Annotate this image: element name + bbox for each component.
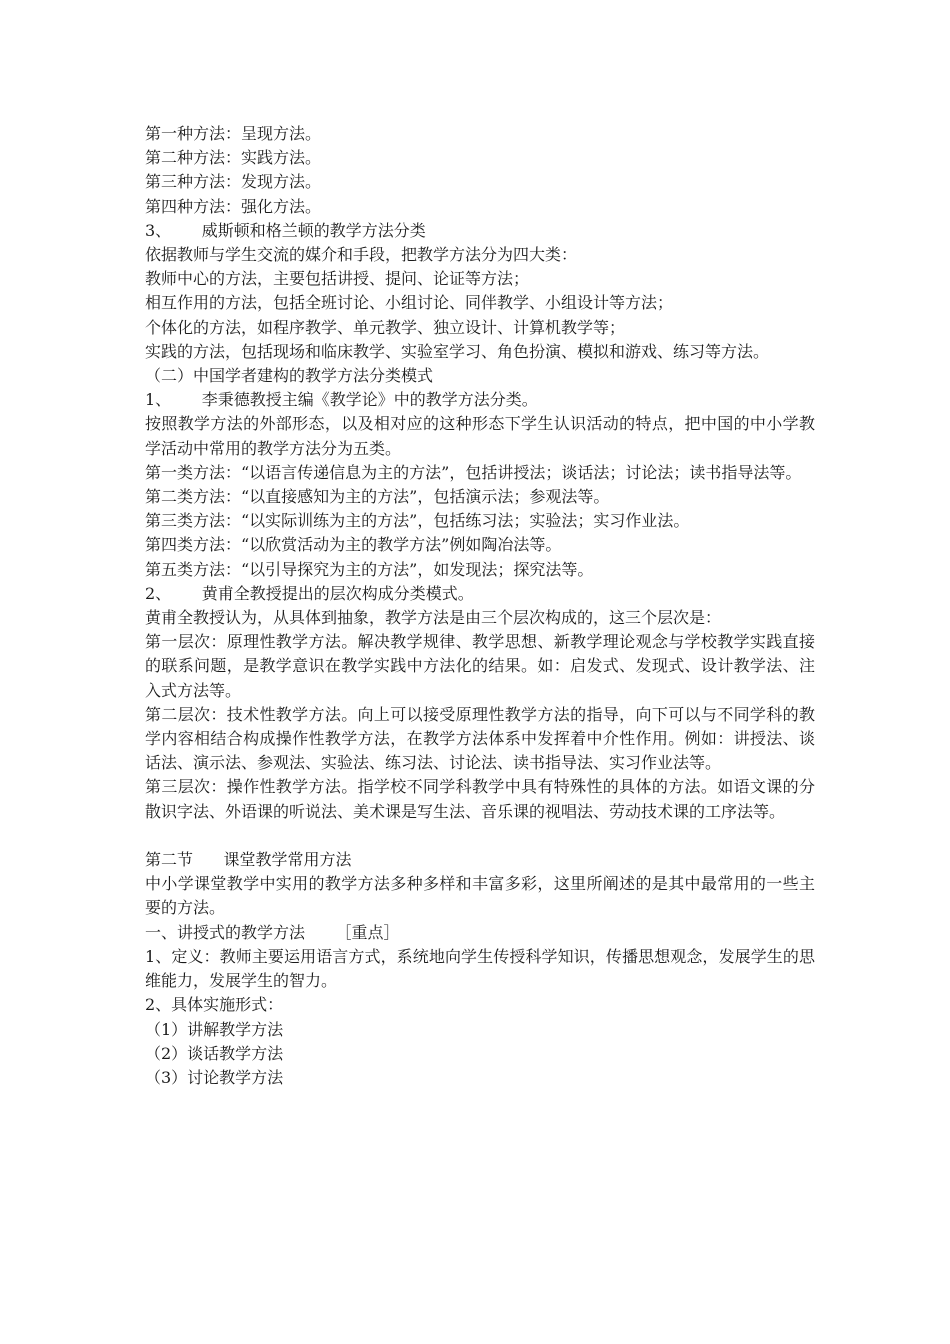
list-item: （2）谈话教学方法: [145, 1043, 284, 1063]
paragraph: 实践的方法，包括现场和临床教学、实验室学习、角色扮演、模拟和游戏、练习等方法。: [145, 341, 770, 361]
text-line: 第四类方法：“以欣赏活动为主的教学方法”例如陶冶法等。: [145, 535, 562, 555]
text-line: 教师中心的方法，主要包括讲授、提问、论证等方法；: [145, 269, 530, 289]
document-page: [145, 122, 815, 1090]
blank-line: [145, 824, 815, 848]
text-line: 第五类方法：“以引导探究为主的方法”，如发现法；探究法等。: [145, 559, 594, 579]
text-line: 第二类方法：“以直接感知为主的方法”，包括演示法；参观法等。: [145, 487, 610, 507]
paragraph: 中小学课堂教学中实用的教学方法多种多样和丰富多彩，这里所阐述的是其中最常用的一些主要的方法。: [145, 874, 815, 918]
paragraph: 第三层次：操作性教学方法。指学校不同学科教学中具有特殊性的具体的方法。如语文课的分散识字法、外语课的听说法、美术课是写生法、音乐课的视唱法、劳动技术课的工序法等。: [145, 777, 815, 821]
text-line: 第一种方法：呈现方法。: [145, 124, 322, 143]
text-line: 2、具体实施形式：: [145, 995, 284, 1015]
paragraph: 第一类方法：“以语言传递信息为主的方法”，包括讲授法；谈话法；讨论法；读书指导法等。: [145, 462, 802, 482]
paragraph: 按照教学方法的外部形态，以及相对应的这种形态下学生认识活动的特点，把中国的中小学教学活动中常用的教学方法分为五类。: [145, 414, 815, 458]
paragraph: 1、定义：教师主要运用语言方式，系统地向学生传授科学知识，传播思想观念，发展学生的思维能力，发展学生的智力。: [145, 946, 815, 991]
list-item: （3）讨论教学方法: [145, 1067, 284, 1087]
text-line: 第三种方法：发现方法。: [145, 172, 322, 192]
text-line: 黄甫全教授认为，从具体到抽象，教学方法是由三个层次构成的，这三个层次是：: [145, 608, 722, 628]
numbered-heading: 2、 黄甫全教授提出的层次构成分类模式。: [145, 583, 474, 603]
paragraph: 第二层次：技术性教学方法。向上可以接受原理性教学方法的指导，向下可以与不同学科的教学内容相结合构成操作性教学方法，在教学方法体系中发挥着中介性作用。例如：讲授法、谈话法、演示法、参观法、实验法、练习法、讨论法、读书指导法、实习作业法等。: [145, 704, 815, 773]
numbered-heading: 1、 李秉德教授主编《教学论》中的教学方法分类。: [145, 390, 538, 410]
text-line: 第三类方法：“以实际训练为主的方法”，包括练习法；实验法；实习作业法。: [145, 511, 690, 531]
text-line: 相互作用的方法，包括全班讨论、小组讨论、同伴教学、小组设计等方法；: [145, 293, 674, 313]
text-line: 依据教师与学生交流的媒介和手段，把教学方法分为四大类：: [145, 245, 578, 265]
text-line: 第四种方法：强化方法。: [145, 196, 322, 216]
chapter-heading: 第二节 课堂教学常用方法: [145, 850, 352, 870]
text-line: 第二种方法：实践方法。: [145, 148, 322, 168]
section-heading: 一、讲授式的教学方法 ［重点］: [145, 922, 400, 942]
section-heading: （二）中国学者建构的教学方法分类模式: [145, 366, 434, 386]
numbered-heading: 3、 威斯顿和格兰顿的教学方法分类: [145, 220, 426, 240]
list-item: （1）讲解教学方法: [145, 1019, 284, 1039]
paragraph: 第一层次：原理性教学方法。解决教学规律、教学思想、新教学理论观念与学校教学实践直接的联系问题，是教学意识在教学实践中方法化的结果。如：启发式、发现式、设计教学法、注入式方法等。: [145, 632, 815, 700]
text-line: 个体化的方法，如程序教学、单元教学、独立设计、计算机教学等；: [145, 317, 626, 337]
